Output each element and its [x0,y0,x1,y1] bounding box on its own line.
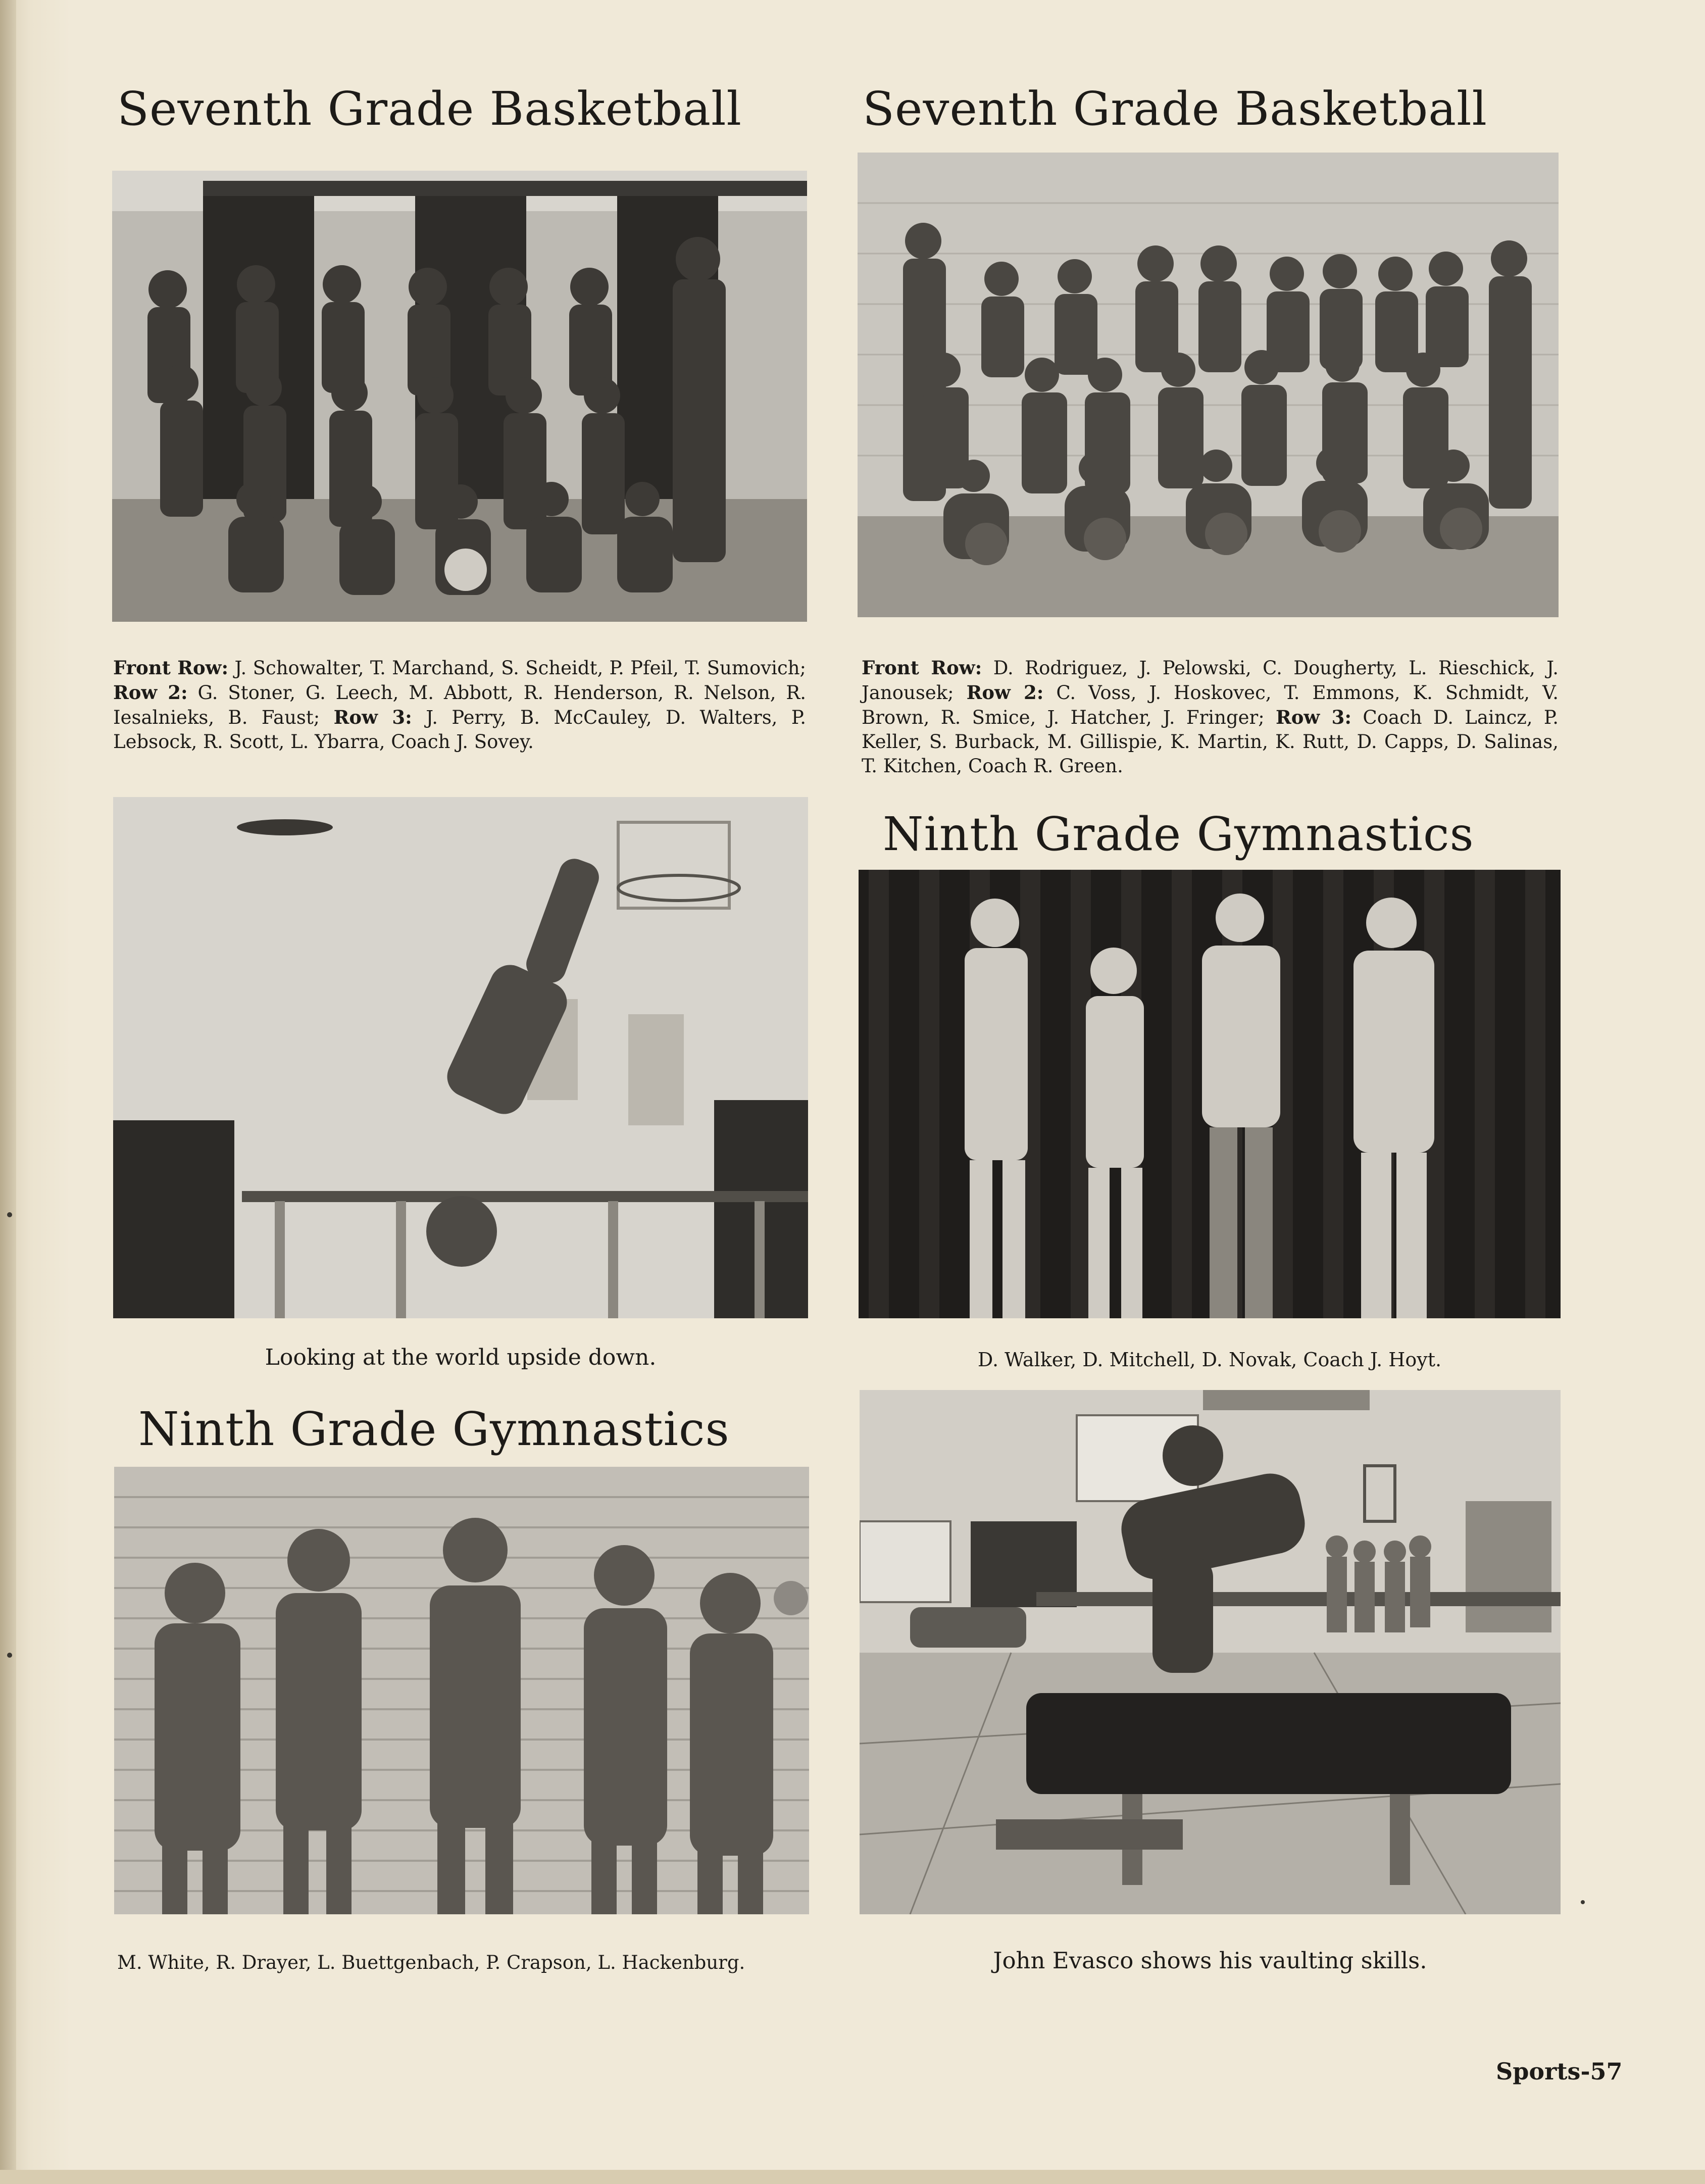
boys-basketball-roster-caption [113,656,806,754]
gymnastics-team-caption: D. Walker, D. Mitchell, D. Novak, Coach J. Hoyt. [977,1349,1442,1371]
row-3-label: Row 3: [1275,706,1352,728]
vaulting-gymnast-photo [860,1390,1561,1914]
front-row-label: Front Row: [113,657,229,679]
page-binding [0,0,16,2184]
row-2-label: Row 2: [113,681,188,704]
seventh-grade-basketball-boys-heading: Seventh Grade Basketball [117,82,742,136]
girls-gymnastics-caption: M. White, R. Drayer, L. Buettgenbach, P. Crapson, L. Hackenburg. [117,1952,745,1973]
row-3-names: Coach D. Laincz, P. Keller, S. Burback, M. Gillispie, K. Martin, K. Rutt, D. Capps, D. Salinas, T. Kitchen, Coach R. Green. [862,707,1559,777]
row-3-names: J. Perry, B. McCauley, D. Walters, P. Lebsock, R. Scott, L. Ybarra, Coach J. Sovey. [113,707,806,753]
row-3-label: Row 3: [333,706,412,728]
upside-down-gymnast-photo [113,797,808,1318]
row-2-names: C. Voss, J. Hoskovec, T. Emmons, K. Schmidt, V. Brown, R. Smice, J. Hatcher, J. Fringer; [862,682,1559,728]
row-2-names: G. Stoner, G. Leech, M. Abbott, R. Henderson, R. Nelson, R. Iesalnieks, B. Faust; [113,682,806,728]
ink-speck [1581,1900,1585,1904]
gymnastics-team-and-coach-photo [859,870,1561,1318]
girls-basketball-team-photo [858,153,1559,617]
upside-down-caption: Looking at the world upside down. [265,1345,657,1370]
binding-hole [7,1212,12,1217]
page-bottom-edge [0,2170,1705,2184]
ninth-grade-gymnastics-girls-heading: Ninth Grade Gymnastics [138,1402,730,1456]
binding-hole [7,1653,12,1658]
boys-basketball-team-photo [112,171,807,622]
front-row-names: J. Schowalter, T. Marchand, S. Scheidt, P. Pfeil, T. Sumovich; [228,657,806,679]
vaulting-caption: John Evasco shows his vaulting skills. [993,1947,1427,1974]
page-number: Sports-57 [1496,2058,1623,2085]
row-2-label: Row 2: [966,681,1044,704]
seventh-grade-basketball-girls-heading: Seventh Grade Basketball [863,82,1487,136]
front-row-names: D. Rodriguez, J. Pelowski, C. Dougherty, L. Rieschick, J. Janousek; [862,657,1559,704]
girls-gymnastics-team-photo [114,1467,809,1914]
girls-basketball-roster-caption [862,656,1559,778]
front-row-label: Front Row: [862,657,982,679]
ninth-grade-gymnastics-team-heading: Ninth Grade Gymnastics [883,807,1474,861]
